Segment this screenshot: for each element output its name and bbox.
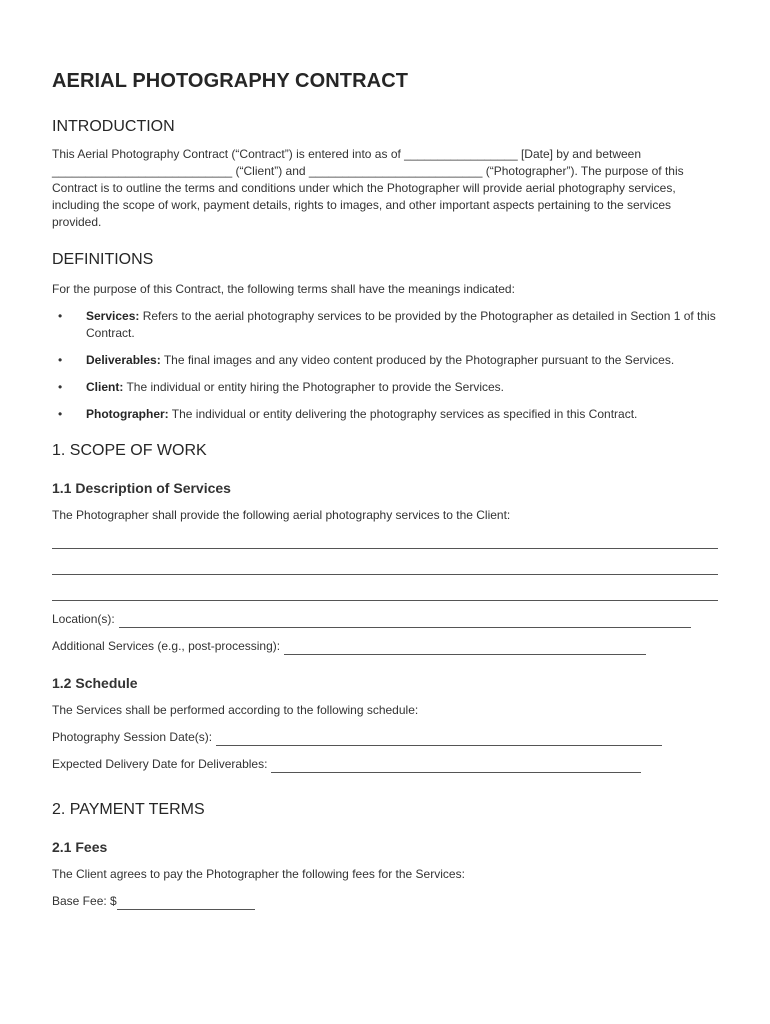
definition-text: The final images and any video content produced by the Photographer pursuant to the Services.: [160, 353, 675, 367]
definitions-heading: DEFINITIONS: [52, 251, 154, 268]
services-blank-line[interactable]: [52, 574, 718, 575]
additional-services-blank[interactable]: [284, 642, 646, 655]
base-fee-field: [52, 893, 718, 910]
definition-item: [52, 379, 716, 396]
fees-text: The Client agrees to pay the Photographer the following fees for the Services:: [52, 867, 465, 881]
location-blank[interactable]: [119, 615, 691, 628]
additional-services-label: Additional Services (e.g., post-processing):: [52, 639, 281, 653]
definitions-intro: For the purpose of this Contract, the following terms shall have the meanings indicated:: [52, 282, 515, 296]
bullet-icon: •: [58, 407, 63, 421]
location-label: Location(s):: [52, 612, 115, 626]
location-field: [52, 611, 718, 628]
scope-heading: 1. SCOPE OF WORK: [52, 442, 207, 459]
bullet-icon: •: [58, 309, 63, 323]
definition-item: [52, 352, 716, 369]
services-blank-line[interactable]: [52, 548, 718, 549]
description-text: The Photographer shall provide the following aerial photography services to the Client:: [52, 508, 511, 522]
base-fee-label: Base Fee: $: [52, 894, 117, 908]
session-date-label: Photography Session Date(s):: [52, 730, 213, 744]
definition-term: Deliverables:: [86, 353, 161, 367]
session-date-field: [52, 729, 718, 746]
definition-text: The individual or entity delivering the photography services as specified in this Contract.: [168, 407, 638, 421]
introduction-heading: INTRODUCTION: [52, 118, 175, 135]
definition-item: [52, 406, 716, 423]
payment-heading: 2. PAYMENT TERMS: [52, 801, 205, 818]
document-title: AERIAL PHOTOGRAPHY CONTRACT: [52, 70, 409, 92]
definition-text: The individual or entity hiring the Photographer to provide the Services.: [123, 380, 505, 394]
bullet-icon: •: [58, 353, 63, 367]
definition-term: Services:: [86, 309, 140, 323]
schedule-text: The Services shall be performed according to the following schedule:: [52, 703, 419, 717]
definition-item: [52, 308, 716, 342]
bullet-icon: •: [58, 380, 63, 394]
delivery-date-blank[interactable]: [271, 760, 641, 773]
definition-term: Client:: [86, 380, 124, 394]
introduction-text: This Aerial Photography Contract (“Contract”) is entered into as of _________________ [Date] by and between ___________________________ (“Client”) and __________________________ (“Photographer”). The purpose of this Contract is to outline the terms and conditions under which the Photographer will provide aerial photography services, including the scope of work, payment details, rights to images, and other important aspects pertaining to the services provided.: [52, 147, 684, 229]
delivery-date-field: [52, 756, 718, 773]
additional-services-field: [52, 638, 718, 655]
session-date-blank[interactable]: [216, 733, 662, 746]
definition-text: Refers to the aerial photography services to be provided by the Photographer as detailed in Section 1 of this Contract.: [86, 309, 716, 340]
delivery-date-label: Expected Delivery Date for Deliverables:: [52, 757, 268, 771]
base-fee-blank[interactable]: [117, 897, 255, 910]
description-heading: 1.1 Description of Services: [52, 480, 231, 496]
definitions-list: [52, 308, 718, 423]
services-blank-line[interactable]: [52, 600, 718, 601]
definition-term: Photographer:: [86, 407, 169, 421]
fees-heading: 2.1 Fees: [52, 839, 108, 855]
schedule-heading: 1.2 Schedule: [52, 675, 138, 691]
